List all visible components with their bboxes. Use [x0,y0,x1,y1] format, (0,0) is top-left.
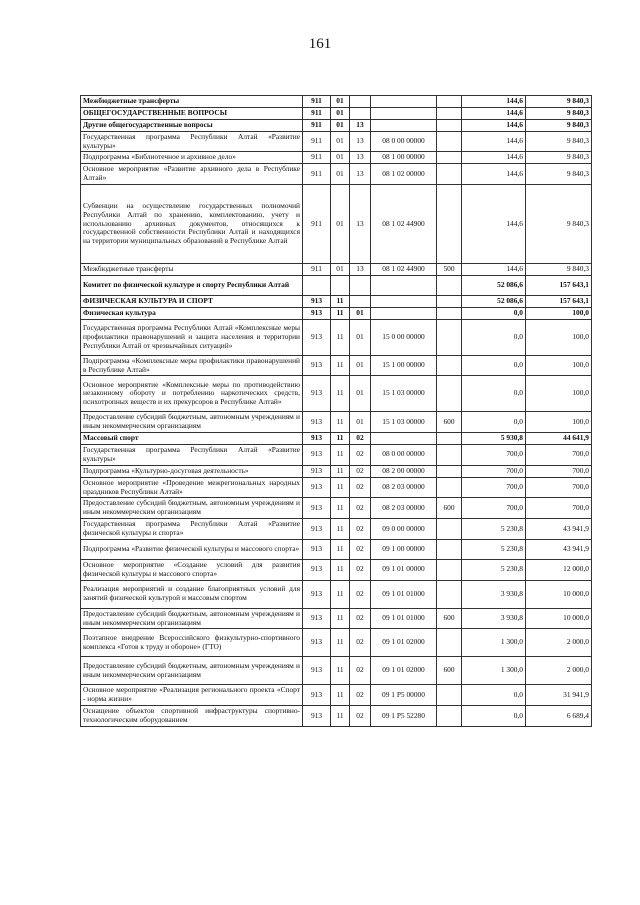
row-name-cell: Основное мероприятие «Реализация регионального проекта «Спорт - норма жизни» [81,685,303,706]
table-row [81,685,592,706]
row-section-cell: 11 [331,376,350,412]
row-amount-year2-cell: 700,0 [526,465,592,477]
row-section-cell: 01 [331,185,350,264]
table-row [81,706,592,727]
row-ved-cell: 913 [303,608,331,629]
row-target-code-cell: 15 1 03 00000 [371,376,437,412]
row-subsection-cell: 02 [350,629,371,657]
table-row [81,355,592,376]
row-expense-type-cell [437,164,462,185]
row-expense-type-cell [437,185,462,264]
row-section-cell: 11 [331,608,350,629]
row-subsection-cell: 02 [350,498,371,519]
row-name-cell: Межбюджетные трансферты [81,96,303,108]
row-target-code-cell: 15 0 00 00000 [371,319,437,355]
table-row [81,608,592,629]
row-expense-type-cell [437,131,462,152]
row-name-cell: Подпрограмма «Комплексные меры профилактики правонарушений в Республике Алтай» [81,355,303,376]
row-amount-year2-cell: 700,0 [526,445,592,466]
row-section-cell: 11 [331,498,350,519]
row-target-code-cell: 09 1 01 00000 [371,559,437,580]
row-name-cell: Комитет по физической культуре и спорту Республики Алтай [81,275,303,295]
row-subsection-cell: 02 [350,465,371,477]
row-amount-year2-cell: 157 643,1 [526,275,592,295]
row-subsection-cell: 02 [350,559,371,580]
row-section-cell: 11 [331,433,350,445]
row-ved-cell: 913 [303,319,331,355]
row-section-cell: 01 [331,264,350,276]
row-ved-cell: 913 [303,685,331,706]
row-target-code-cell: 09 0 00 00000 [371,519,437,540]
row-subsection-cell: 13 [350,131,371,152]
row-section-cell: 11 [331,706,350,727]
row-section-cell: 01 [331,96,350,108]
table-body [81,96,592,727]
row-ved-cell: 913 [303,706,331,727]
row-ved-cell: 911 [303,164,331,185]
row-amount-year1-cell: 144,6 [462,131,526,152]
table-row [81,539,592,559]
row-ved-cell: 913 [303,307,331,319]
row-section-cell [331,275,350,295]
row-ved-cell: 911 [303,185,331,264]
row-expense-type-cell [437,629,462,657]
row-amount-year2-cell: 9 840,3 [526,264,592,276]
row-target-code-cell: 09 1 01 02000 [371,657,437,685]
row-expense-type-cell [437,445,462,466]
row-amount-year2-cell: 100,0 [526,355,592,376]
row-target-code-cell [371,107,437,119]
row-name-cell: Государственная программа Республики Алтай «Развитие культуры» [81,445,303,466]
row-amount-year2-cell: 31 941,9 [526,685,592,706]
table-row [81,445,592,466]
row-ved-cell: 913 [303,412,331,433]
row-expense-type-cell [437,519,462,540]
row-amount-year2-cell: 10 000,0 [526,608,592,629]
row-target-code-cell: 09 1 01 01000 [371,608,437,629]
row-amount-year2-cell: 100,0 [526,376,592,412]
row-name-cell: Государственная программа Республики Алтай «Развитие культуры» [81,131,303,152]
row-name-cell: Подпрограмма «Культурно-досуговая деятельность» [81,465,303,477]
row-subsection-cell: 13 [350,185,371,264]
row-expense-type-cell [437,465,462,477]
row-amount-year2-cell: 9 840,3 [526,119,592,131]
row-amount-year1-cell: 144,6 [462,264,526,276]
row-subsection-cell: 01 [350,412,371,433]
row-subsection-cell [350,96,371,108]
table-row [81,433,592,445]
row-amount-year1-cell: 0,0 [462,685,526,706]
row-name-cell: ОБЩЕГОСУДАРСТВЕННЫЕ ВОПРОСЫ [81,107,303,119]
row-expense-type-cell [437,685,462,706]
row-amount-year2-cell: 2 000,0 [526,629,592,657]
row-amount-year2-cell: 44 641,9 [526,433,592,445]
row-amount-year1-cell: 3 930,8 [462,580,526,608]
row-expense-type-cell [437,96,462,108]
row-target-code-cell: 08 2 03 00000 [371,477,437,498]
row-amount-year1-cell: 0,0 [462,376,526,412]
row-expense-type-cell [437,119,462,131]
row-subsection-cell: 02 [350,539,371,559]
row-section-cell: 11 [331,465,350,477]
row-target-code-cell: 09 1 P5 52280 [371,706,437,727]
row-name-cell: Физическая культура [81,307,303,319]
row-amount-year1-cell: 700,0 [462,465,526,477]
table-row [81,96,592,108]
row-target-code-cell: 08 1 02 44900 [371,185,437,264]
row-subsection-cell: 02 [350,706,371,727]
row-ved-cell: 913 [303,559,331,580]
row-section-cell: 11 [331,539,350,559]
row-amount-year2-cell: 100,0 [526,319,592,355]
row-amount-year2-cell: 12 000,0 [526,559,592,580]
row-name-cell: Основное мероприятие «Проведение межрегиональных народных праздников Республики Алтай» [81,477,303,498]
row-expense-type-cell [437,307,462,319]
row-expense-type-cell [437,539,462,559]
row-name-cell: Государственная программа Республики Алтай «Комплексные меры профилактики правонарушений и защита населения и территории Республики Алтай от чрезвычайных ситуаций» [81,319,303,355]
row-ved-cell: 911 [303,131,331,152]
row-name-cell: Предоставление субсидий бюджетным, автономным учреждениям и иным некоммерческим организациям [81,498,303,519]
row-section-cell: 01 [331,119,350,131]
row-amount-year1-cell: 144,6 [462,119,526,131]
row-amount-year2-cell: 9 840,3 [526,96,592,108]
row-amount-year2-cell: 100,0 [526,412,592,433]
row-section-cell: 11 [331,355,350,376]
row-ved-cell: 913 [303,498,331,519]
row-amount-year1-cell: 0,0 [462,706,526,727]
row-amount-year2-cell: 9 840,3 [526,152,592,164]
row-name-cell: Межбюджетные трансферты [81,264,303,276]
row-ved-cell: 913 [303,465,331,477]
row-ved-cell: 913 [303,433,331,445]
row-amount-year1-cell: 700,0 [462,498,526,519]
row-section-cell: 11 [331,307,350,319]
row-section-cell: 11 [331,657,350,685]
row-expense-type-cell [437,559,462,580]
row-subsection-cell: 01 [350,355,371,376]
row-target-code-cell: 09 1 01 02000 [371,629,437,657]
row-name-cell: Другие общегосударственные вопросы [81,119,303,131]
row-subsection-cell: 01 [350,319,371,355]
table-row [81,629,592,657]
row-expense-type-cell [437,433,462,445]
row-section-cell: 01 [331,107,350,119]
table-row [81,657,592,685]
row-subsection-cell: 01 [350,307,371,319]
row-subsection-cell [350,107,371,119]
row-amount-year2-cell: 2 000,0 [526,657,592,685]
row-expense-type-cell: 600 [437,412,462,433]
row-amount-year1-cell: 700,0 [462,477,526,498]
row-amount-year2-cell: 9 840,3 [526,107,592,119]
row-section-cell: 11 [331,685,350,706]
row-name-cell: Подпрограмма «Развитие физической культуры и массового спорта» [81,539,303,559]
row-expense-type-cell [437,376,462,412]
row-name-cell: Реализация мероприятий и создание благоприятных условий для занятий физической культурой и массовым спортом [81,580,303,608]
row-subsection-cell: 02 [350,477,371,498]
row-subsection-cell: 13 [350,264,371,276]
row-amount-year1-cell: 144,6 [462,152,526,164]
row-section-cell: 11 [331,580,350,608]
row-name-cell: Государственная программа Республики Алтай «Развитие физической культуры и спорта» [81,519,303,540]
table-row [81,131,592,152]
row-name-cell: Основное мероприятие «Создание условий для развития физической культуры и массового спорта» [81,559,303,580]
table-row [81,275,592,295]
row-target-code-cell [371,307,437,319]
page-number: 161 [308,36,332,52]
row-name-cell: Предоставление субсидий бюджетным, автономным учреждениям и иным некоммерческим организациям [81,412,303,433]
row-name-cell: Подпрограмма «Библиотечное и архивное дело» [81,152,303,164]
row-section-cell: 11 [331,412,350,433]
row-target-code-cell: 08 1 00 00000 [371,152,437,164]
row-section-cell: 11 [331,319,350,355]
row-ved-cell: 911 [303,152,331,164]
row-section-cell: 01 [331,131,350,152]
row-target-code-cell: 15 1 00 00000 [371,355,437,376]
table-row [81,519,592,540]
row-amount-year1-cell: 700,0 [462,445,526,466]
row-amount-year2-cell: 100,0 [526,307,592,319]
row-target-code-cell: 15 1 03 00000 [371,412,437,433]
table-row [81,580,592,608]
table-row [81,477,592,498]
row-amount-year1-cell: 0,0 [462,412,526,433]
row-expense-type-cell [437,580,462,608]
row-name-cell: ФИЗИЧЕСКАЯ КУЛЬТУРА И СПОРТ [81,295,303,307]
row-subsection-cell: 02 [350,433,371,445]
row-expense-type-cell [437,355,462,376]
row-section-cell: 11 [331,559,350,580]
row-amount-year1-cell: 5 230,8 [462,539,526,559]
table-row [81,559,592,580]
row-section-cell: 01 [331,152,350,164]
row-ved-cell: 913 [303,295,331,307]
row-ved-cell: 913 [303,445,331,466]
row-ved-cell: 913 [303,539,331,559]
row-name-cell: Субвенции на осуществление государственных полномочий Республики Алтай по хранению, комплектованию, учету и использованию архивных документов, относящихся к государственной собственности Республики Алтай и находящихся на территории муниципальных образований в Республике Алтай [81,185,303,264]
row-amount-year1-cell: 5 230,8 [462,519,526,540]
row-amount-year2-cell: 9 840,3 [526,185,592,264]
row-amount-year1-cell: 144,6 [462,164,526,185]
row-amount-year1-cell: 0,0 [462,307,526,319]
table-row [81,307,592,319]
row-subsection-cell: 02 [350,445,371,466]
row-subsection-cell: 02 [350,657,371,685]
row-target-code-cell: 08 1 02 00000 [371,164,437,185]
table-row [81,412,592,433]
row-amount-year1-cell: 5 930,8 [462,433,526,445]
row-target-code-cell: 08 0 00 00000 [371,131,437,152]
row-ved-cell [303,275,331,295]
row-amount-year1-cell: 1 300,0 [462,629,526,657]
row-subsection-cell: 01 [350,376,371,412]
row-amount-year1-cell: 3 930,8 [462,608,526,629]
row-target-code-cell: 09 1 01 01000 [371,580,437,608]
row-subsection-cell: 13 [350,164,371,185]
table-row [81,465,592,477]
row-name-cell: Массовый спорт [81,433,303,445]
row-target-code-cell: 09 1 00 00000 [371,539,437,559]
row-expense-type-cell [437,477,462,498]
row-target-code-cell: 08 1 02 44900 [371,264,437,276]
row-target-code-cell: 08 0 00 00000 [371,445,437,466]
row-amount-year1-cell: 144,6 [462,185,526,264]
row-subsection-cell [350,275,371,295]
row-name-cell: Предоставление субсидий бюджетным, автономным учреждениям и иным некоммерческим организациям [81,608,303,629]
row-expense-type-cell [437,295,462,307]
table-row [81,107,592,119]
row-target-code-cell [371,433,437,445]
row-subsection-cell: 02 [350,580,371,608]
row-amount-year1-cell: 144,6 [462,96,526,108]
row-ved-cell: 911 [303,119,331,131]
table-row [81,319,592,355]
row-ved-cell: 913 [303,657,331,685]
row-section-cell: 11 [331,477,350,498]
row-expense-type-cell: 600 [437,657,462,685]
row-section-cell: 11 [331,445,350,466]
row-target-code-cell: 08 2 03 00000 [371,498,437,519]
row-amount-year2-cell: 6 689,4 [526,706,592,727]
table-row [81,295,592,307]
row-expense-type-cell [437,706,462,727]
row-amount-year1-cell: 0,0 [462,319,526,355]
row-target-code-cell: 08 2 00 00000 [371,465,437,477]
row-section-cell: 11 [331,295,350,307]
row-amount-year1-cell: 52 086,6 [462,295,526,307]
row-ved-cell: 911 [303,107,331,119]
row-ved-cell: 913 [303,477,331,498]
row-ved-cell: 913 [303,355,331,376]
row-name-cell: Основное мероприятие «Комплексные меры по противодействию незаконному обороту и потреблению наркотических средств, психотропных веществ и их прекурсоров в Республике Алтай» [81,376,303,412]
row-name-cell: Основное мероприятие «Развитие архивного дела в Республике Алтай» [81,164,303,185]
row-section-cell: 01 [331,164,350,185]
row-section-cell: 11 [331,629,350,657]
row-amount-year1-cell: 0,0 [462,355,526,376]
row-amount-year2-cell: 43 941,9 [526,539,592,559]
row-ved-cell: 911 [303,96,331,108]
row-ved-cell: 913 [303,629,331,657]
row-amount-year1-cell: 144,6 [462,107,526,119]
row-target-code-cell: 09 1 P5 00000 [371,685,437,706]
row-name-cell: Поэтапное внедрение Всероссийского физкультурно-спортивного комплекса «Готов к труду и обороне» (ГТО) [81,629,303,657]
row-section-cell: 11 [331,519,350,540]
table-row [81,376,592,412]
row-amount-year2-cell: 9 840,3 [526,164,592,185]
row-amount-year2-cell: 700,0 [526,498,592,519]
row-expense-type-cell [437,107,462,119]
row-ved-cell: 913 [303,519,331,540]
table-row [81,498,592,519]
row-expense-type-cell [437,152,462,164]
row-target-code-cell [371,96,437,108]
row-name-cell: Предоставление субсидий бюджетным, автономным учреждениям и иным некоммерческим организациям [81,657,303,685]
row-amount-year1-cell: 5 230,8 [462,559,526,580]
row-ved-cell: 913 [303,376,331,412]
row-expense-type-cell [437,319,462,355]
row-expense-type-cell: 500 [437,264,462,276]
row-ved-cell: 911 [303,264,331,276]
row-target-code-cell [371,275,437,295]
row-amount-year2-cell: 157 643,1 [526,295,592,307]
row-target-code-cell [371,119,437,131]
row-amount-year2-cell: 700,0 [526,477,592,498]
table-row [81,164,592,185]
row-subsection-cell: 02 [350,608,371,629]
row-amount-year2-cell: 43 941,9 [526,519,592,540]
row-subsection-cell: 13 [350,152,371,164]
row-expense-type-cell [437,275,462,295]
table-row [81,152,592,164]
table-row [81,119,592,131]
table-row [81,185,592,264]
row-ved-cell: 913 [303,580,331,608]
row-subsection-cell [350,295,371,307]
row-subsection-cell: 13 [350,119,371,131]
row-amount-year2-cell: 10 000,0 [526,580,592,608]
row-expense-type-cell: 600 [437,498,462,519]
row-subsection-cell: 02 [350,685,371,706]
budget-table [80,95,592,727]
row-name-cell: Оснащение объектов спортивной инфраструктуры спортивно-технологическим оборудованием [81,706,303,727]
row-expense-type-cell: 600 [437,608,462,629]
row-subsection-cell: 02 [350,519,371,540]
table-row [81,264,592,276]
row-amount-year1-cell: 52 086,6 [462,275,526,295]
row-target-code-cell [371,295,437,307]
row-amount-year1-cell: 1 300,0 [462,657,526,685]
row-amount-year2-cell: 9 840,3 [526,131,592,152]
